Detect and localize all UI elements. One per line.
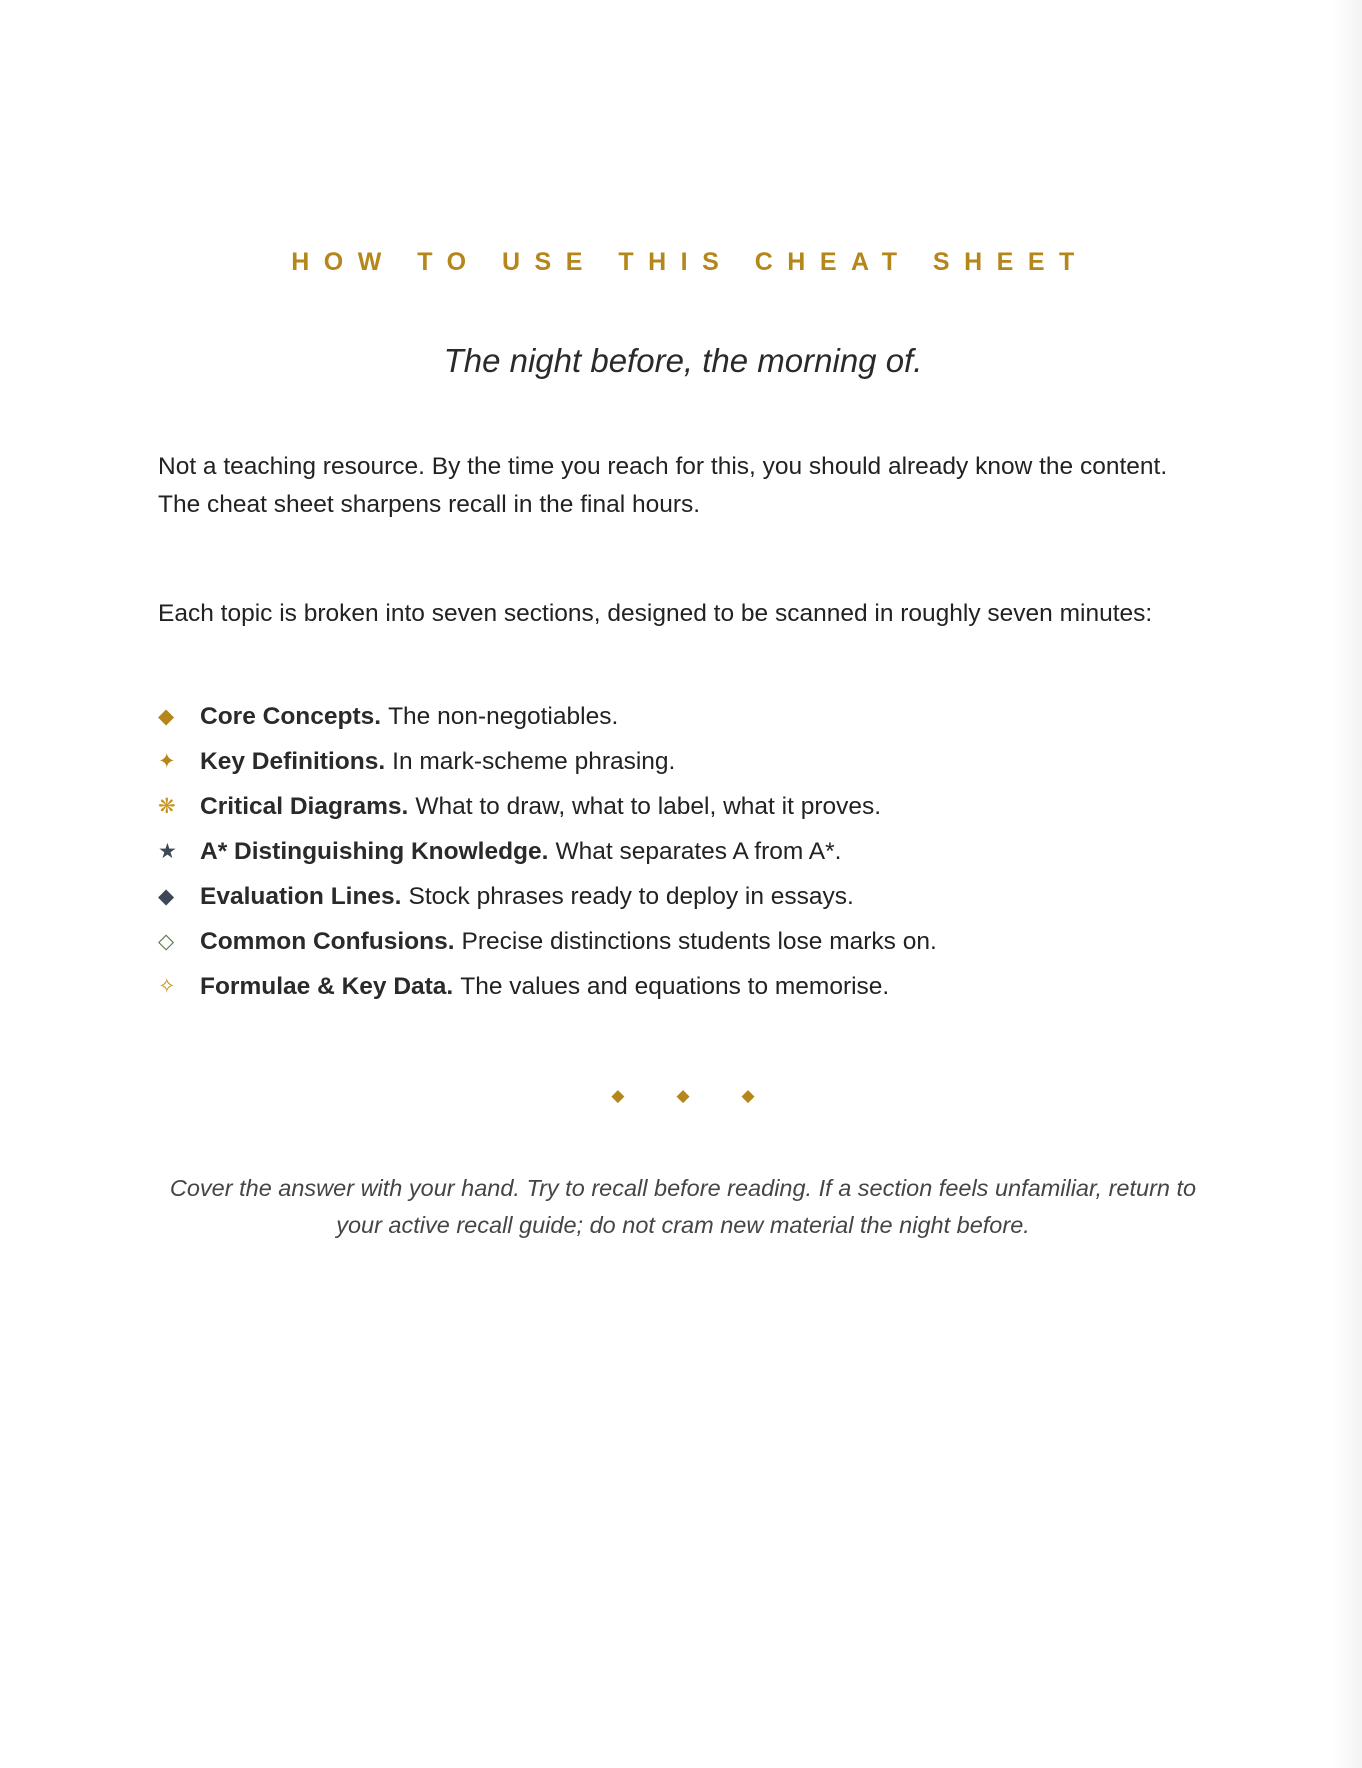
- section-description: Stock phrases ready to deploy in essays.: [408, 882, 854, 910]
- page-edge-shadow: [1332, 0, 1362, 1768]
- list-item-core-concepts: [158, 694, 1208, 739]
- outline-four-point-star-icon: ✧: [158, 975, 176, 998]
- section-list: [158, 694, 1208, 1009]
- section-name: Core Concepts.: [200, 702, 382, 730]
- section-name: Critical Diagrams.: [200, 792, 409, 820]
- outline-diamond-icon: ◇: [158, 930, 175, 953]
- filled-diamond-icon: ◆: [158, 705, 175, 728]
- section-description: What to draw, what to label, what it proves.: [415, 792, 882, 820]
- list-item-critical-diagrams: [158, 784, 1208, 829]
- intro-paragraph: [158, 448, 1208, 524]
- section-name: Common Confusions.: [200, 927, 455, 955]
- section-name: Key Definitions.: [200, 747, 386, 775]
- page-subtitle: The night before, the morning of.: [443, 342, 923, 379]
- intro-line-1: Not a teaching resource. By the time you reach for this, you should already know the content.: [158, 453, 1168, 480]
- list-item-formulae-key-data: [158, 964, 1208, 1009]
- star-icon: ★: [158, 840, 177, 863]
- section-description: Precise distinctions students lose marks on.: [461, 927, 937, 955]
- asterisk-flower-icon: ❋: [158, 795, 176, 818]
- section-description: What separates A from A*.: [555, 837, 842, 865]
- list-item-distinguishing-knowledge: [158, 829, 1208, 874]
- page-heading: HOW TO USE THIS CHEAT SHEET: [291, 248, 1089, 276]
- intro-line-2: The cheat sheet sharpens recall in the final hours.: [158, 491, 701, 518]
- four-point-star-icon: ✦: [158, 750, 176, 773]
- filled-diamond-dark-icon: ◆: [158, 885, 175, 908]
- section-name: Evaluation Lines.: [200, 882, 402, 910]
- list-item-key-definitions: [158, 739, 1208, 784]
- closing-line-1: Cover the answer with your hand. Try to recall before reading. If a section feels unfamiliar, return to: [169, 1175, 1197, 1201]
- diamond-divider-icon: ◆◆◆: [611, 1086, 807, 1105]
- closing-note: [158, 1170, 1208, 1244]
- list-item-common-confusions: [158, 919, 1208, 964]
- section-name: A* Distinguishing Knowledge.: [200, 837, 549, 865]
- lead-paragraph: Each topic is broken into seven sections, designed to be scanned in roughly seven minutes:: [158, 600, 1153, 627]
- list-item-evaluation-lines: [158, 874, 1208, 919]
- closing-line-2: your active recall guide; do not cram new material the night before.: [336, 1212, 1030, 1238]
- section-description: In mark-scheme phrasing.: [392, 747, 676, 775]
- section-description: The non-negotiables.: [388, 702, 619, 730]
- section-description: The values and equations to memorise.: [460, 972, 890, 1000]
- section-name: Formulae & Key Data.: [200, 972, 454, 1000]
